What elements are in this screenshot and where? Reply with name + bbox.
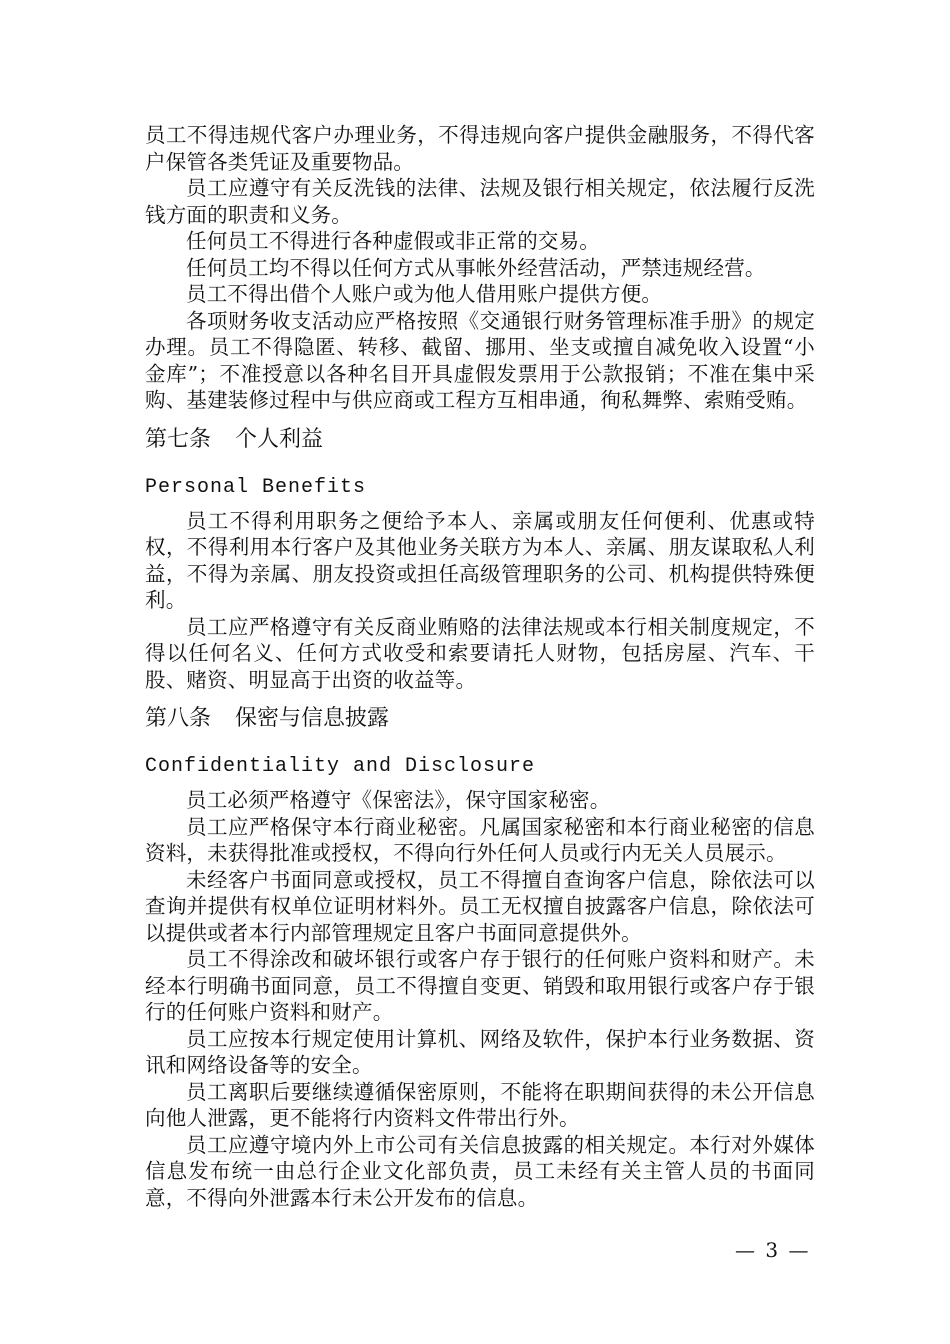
article-heading-8 (145, 699, 815, 739)
paragraph: 员工不得违规代客户办理业务，不得违规向客户提供金融服务，不得代客户保管各类凭证及重要物品。 (145, 123, 815, 174)
paragraph: 任何员工均不得以任何方式从事帐外经营活动，严禁违规经营。 (186, 255, 766, 280)
paragraph: 员工不得涂改和破坏银行或客户存于银行的任何账户资料和财产。未经本行明确书面同意，员工不得擅自变更、销毁和取用银行或客户存于银行的任何账户资料和财产。 (145, 947, 815, 1024)
article-title: 保密与信息披露 (235, 706, 390, 731)
article-number: 第七条 (145, 426, 212, 452)
article-title: 个人利益 (235, 426, 324, 452)
paragraph: 员工不得利用职务之便给予本人、亲属或朋友任何便利、优惠或特权，不得利用本行客户及其他业务关联方为本人、亲属、朋友谋取私人利益，不得为亲属、朋友投资或担任高级管理职务的公司、机构提供特殊便利。 (145, 508, 815, 612)
paragraph: 员工必须严格遵守《保密法》，保守国家秘密。 (186, 788, 611, 812)
paragraph: 未经客户书面同意或授权，员工不得擅自查询客户信息，除依法可以查询并提供有权单位证明材料外。员工无权擅自披露客户信息，除依法可以提供或者本行内部管理规定且客户书面同意提供外。 (145, 867, 815, 945)
document-page (145, 122, 815, 1211)
paragraph: 员工应严格遵守有关反商业贿赂的法律法规或本行相关制度规定，不得以任何名义、任何方式收受和索要请托人财物，包括房屋、汽车、干股、赌资、明显高于出资的收益等。 (145, 614, 815, 692)
paragraph: 员工应严格保守本行商业秘密。凡属国家秘密和本行商业秘密的信息资料，未获得批准或授权，不得向行外任何人员或行内无关人员展示。 (145, 814, 815, 865)
paragraph: 员工应遵守有关反洗钱的法律、法规及银行相关规定，依法履行反洗钱方面的职责和义务。 (145, 176, 815, 227)
paragraph: 任何员工不得进行各种虚假或非正常的交易。 (186, 229, 600, 253)
paragraph: 员工应遵守境内外上市公司有关信息披露的相关规定。本行对外媒体信息发布统一由总行企业文化部负责，员工未经有关主管人员的书面同意，不得向外泄露本行未公开发布的信息。 (145, 1132, 815, 1210)
article-english-title: Confidentiality and Disclosure (145, 755, 536, 778)
paragraph: 员工应按本行规定使用计算机、网络及软件，保护本行业务数据、资讯和网络设备等的安全。 (145, 1026, 815, 1077)
paragraph: 员工离职后要继续遵循保密原则，不能将在职期间获得的未公开信息向他人泄露，更不能将行内资料文件带出行外。 (145, 1079, 815, 1130)
article-english-title: Personal Benefits (145, 475, 367, 499)
article-heading-7 (145, 420, 815, 460)
paragraph: 各项财务收支活动应严格按照《交通银行财务管理标准手册》的规定办理。员工不得隐匿、转移、截留、挪用、坐支或擅自减免收入设置“小金库”；不准授意以各种名目开具虚假发票用于公款报销；不准在集中采购、基建装修过程中与供应商或工程方互相串通，徇私舞弊、索贿受贿。 (145, 308, 815, 412)
paragraph: 员工不得出借个人账户或为他人借用账户提供方便。 (186, 282, 663, 306)
page-number: — 3 — (735, 1238, 811, 1262)
article-number: 第八条 (145, 706, 212, 731)
